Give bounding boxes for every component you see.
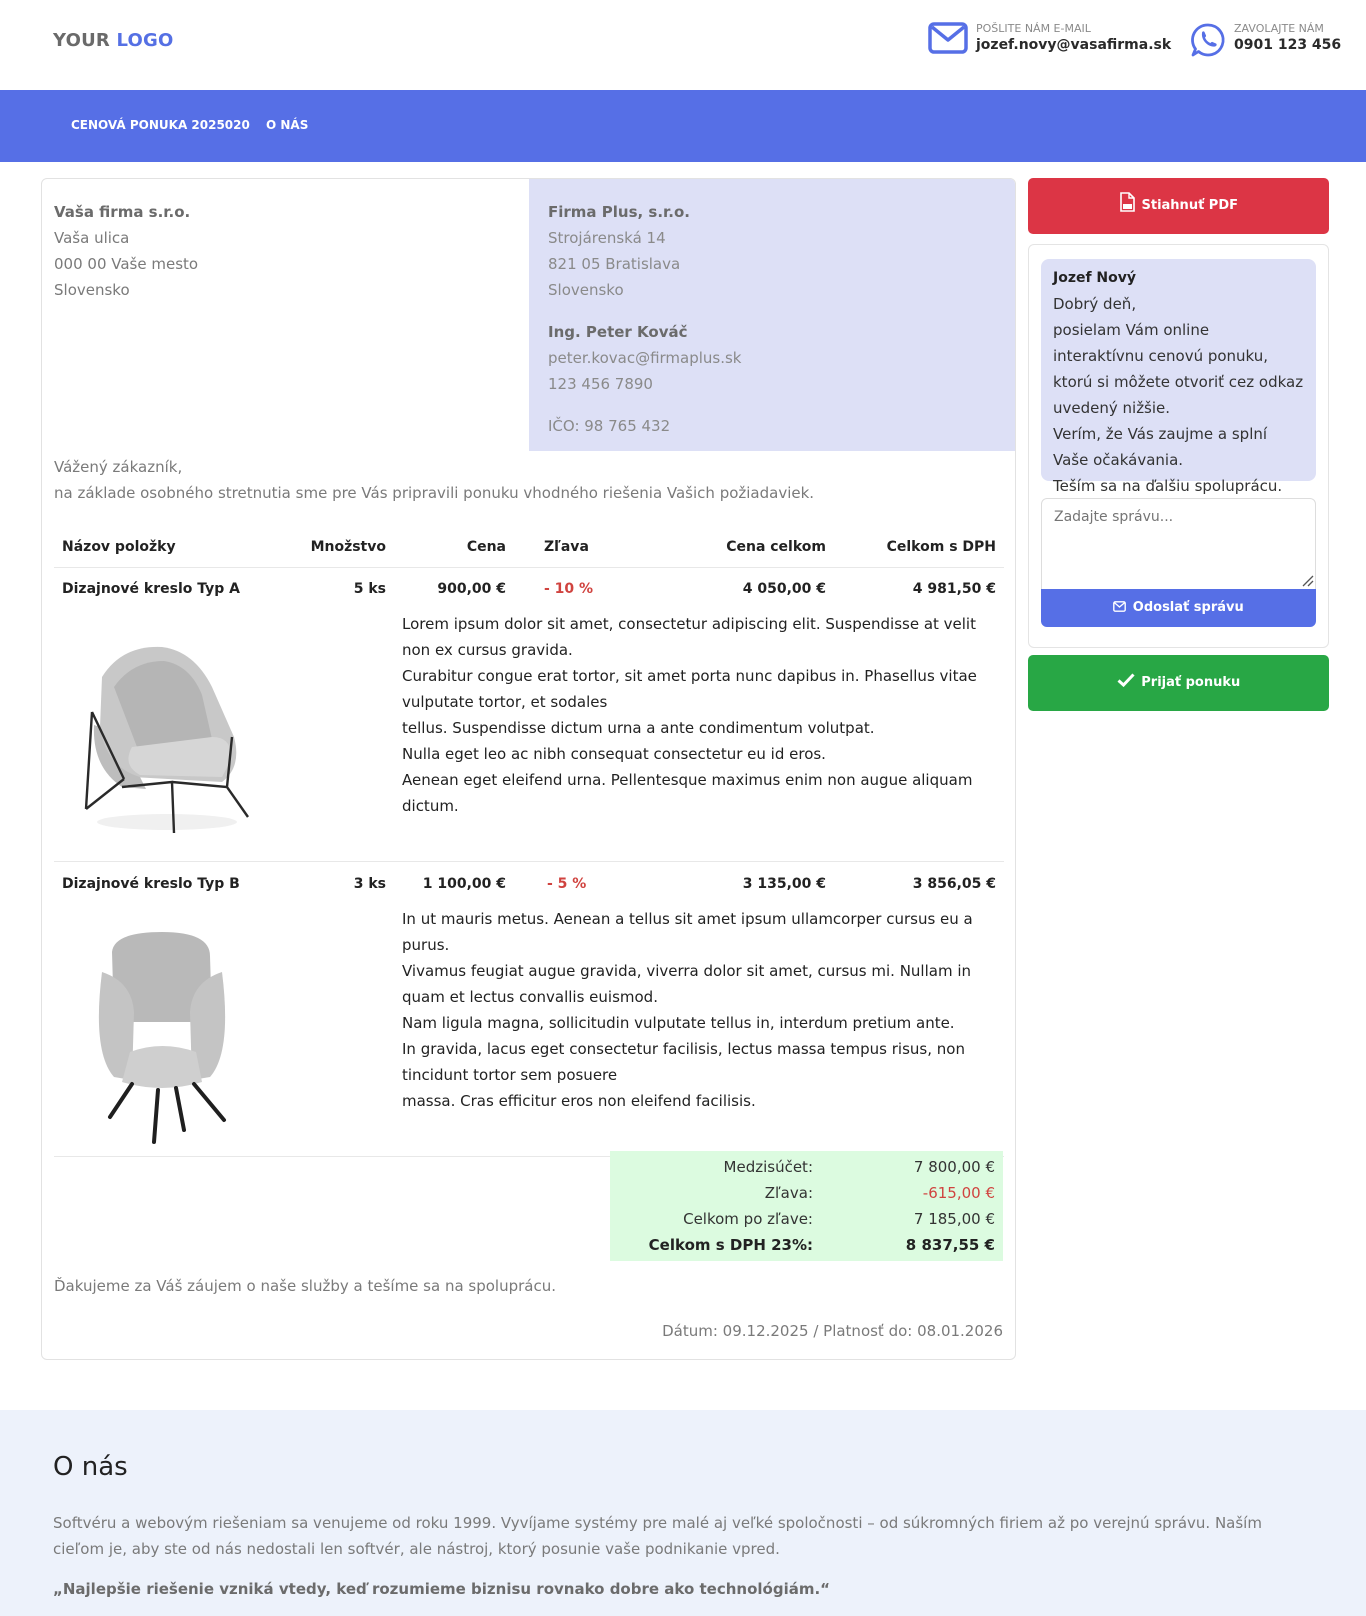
- item-desc-line: Vivamus feugiat augue gravida, viverra dolor sit amet, cursus mi. Nullam in quam et lectus convallis euismod.: [402, 961, 972, 1006]
- validity-date: Dátum: 09.12.2025 / Platnosť do: 08.01.2026: [662, 1322, 1003, 1340]
- after-discount-value: 7 185,00 €: [913, 1210, 995, 1228]
- table-row: [54, 567, 1004, 611]
- item-description: [394, 906, 1004, 1157]
- item-desc-line: Lorem ipsum dolor sit amet, consectetur adipiscing elit. Suspendisse at velit non ex cursus gravida.: [402, 615, 976, 659]
- item-total: 3 135,00 €: [742, 875, 826, 892]
- recipient-address: [529, 179, 1016, 451]
- col-header-price: Cena: [394, 527, 514, 567]
- pdf-file-icon: [1119, 192, 1135, 212]
- recipient-ico: IČO: 98 765 432: [548, 417, 671, 435]
- item-desc-line: tellus. Suspendisse dictum urna a ante condimentum volutpat.: [402, 719, 875, 737]
- send-message-button[interactable]: [1041, 589, 1316, 627]
- sender-street: Vaša ulica: [54, 229, 130, 247]
- greeting-line-1: Vážený zákazník,: [54, 458, 183, 476]
- mail-icon: [1113, 601, 1126, 612]
- sender-country: Slovensko: [54, 281, 130, 299]
- phone-label: ZAVOLAJTE NÁM: [1234, 22, 1324, 35]
- chat-line: Verím, že Vás zaujme a splní Vaše očakávania.: [1053, 425, 1268, 469]
- item-price: 900,00 €: [437, 581, 506, 598]
- recipient-contact-phone: 123 456 7890: [548, 375, 653, 393]
- sender-city: 000 00 Vaše mesto: [54, 255, 199, 273]
- about-quote: „Najlepšie riešenie vzniká vtedy, keď rozumieme biznisu rovnako dobre ako technológiám.“: [53, 1580, 831, 1598]
- chat-message: [1041, 259, 1316, 495]
- greeting-line-2: na základe osobného stretnutia sme pre Vás pripravili ponuku vhodného riešenia Vašich požiadaviek.: [54, 484, 815, 502]
- col-header-total-vat: Celkom s DPH: [834, 527, 1004, 567]
- item-desc-line: Nulla eget leo ac nibh consequat consectetur eu id eros.: [402, 745, 826, 763]
- site-header: [0, 0, 1366, 90]
- recipient-city: 821 05 Bratislava: [548, 255, 681, 273]
- totals-box: [610, 1151, 1003, 1261]
- main-nav: [0, 90, 1366, 162]
- col-header-total: Cena celkom: [624, 527, 834, 567]
- items-table: [54, 527, 1004, 1157]
- item-name: Dizajnové kreslo Typ A: [62, 581, 240, 598]
- logo-text-logo: LOGO: [116, 30, 174, 51]
- vat-total-value: 8 837,55 €: [905, 1236, 995, 1254]
- item-qty: 5 ks: [353, 581, 386, 598]
- vat-total-row: [610, 1232, 995, 1258]
- table-row: [54, 862, 1004, 906]
- download-pdf-label: Stiahnuť PDF: [1141, 198, 1239, 213]
- download-pdf-button[interactable]: [1028, 178, 1329, 234]
- discount-row: [610, 1180, 995, 1206]
- item-total-vat: 4 981,50 €: [912, 581, 996, 598]
- chat-line: Teším sa na ďalšiu spoluprácu.: [1053, 477, 1283, 495]
- recipient-country: Slovensko: [548, 281, 624, 299]
- about-section: [0, 1410, 1366, 1616]
- whatsapp-icon: [1190, 22, 1226, 58]
- item-qty: 3 ks: [353, 875, 386, 892]
- phone-contact[interactable]: [1190, 20, 1340, 60]
- logo-text-your: YOUR: [53, 30, 110, 51]
- item-desc-line: Curabitur congue erat tortor, sit amet porta nunc dapibus in. Phasellus vitae vulputate tortor, et sodales: [402, 667, 977, 711]
- table-header-row: [54, 527, 1004, 567]
- col-header-name: Názov položky: [54, 527, 284, 567]
- chat-author: Jozef Nový: [1053, 270, 1137, 286]
- email-address[interactable]: jozef.novy@vasafirma.sk: [976, 37, 1172, 53]
- vat-total-label: Celkom s DPH 23%:: [648, 1236, 813, 1254]
- item-discount: - 10 %: [544, 581, 594, 598]
- discount-label: Zľava:: [764, 1184, 813, 1202]
- envelope-icon: [928, 22, 968, 54]
- col-header-discount: Zľava: [514, 527, 624, 567]
- chat-line: posielam Vám online interaktívnu cenovú ponuku, ktorú si môžete otvoriť cez odkaz uvedený nižšie.: [1053, 321, 1304, 417]
- col-header-qty: Množstvo: [284, 527, 394, 567]
- recipient-street: Strojárenská 14: [548, 229, 666, 247]
- item-detail-row: [54, 906, 1004, 1157]
- thank-you-note: Ďakujeme za Váš záujem o naše služby a tešíme sa na spoluprácu.: [54, 1277, 557, 1295]
- resize-grip-icon[interactable]: [1300, 573, 1314, 587]
- item-detail-row: [54, 611, 1004, 862]
- subtotal-label: Medzisúčet:: [723, 1158, 813, 1176]
- about-title: O nás: [53, 1452, 128, 1482]
- message-input[interactable]: [1041, 498, 1316, 590]
- item-price: 1 100,00 €: [422, 875, 506, 892]
- email-label: POŠLITE NÁM E-MAIL: [976, 22, 1091, 35]
- accept-offer-button[interactable]: [1028, 655, 1329, 711]
- discount-value: -615,00 €: [922, 1184, 995, 1202]
- armchair-b-image: [62, 912, 262, 1152]
- item-desc-line: massa. Cras efficitur eros non eleifend facilisis.: [402, 1091, 756, 1110]
- greeting: [54, 454, 814, 506]
- item-name: Dizajnové kreslo Typ B: [62, 875, 240, 892]
- item-desc-line: In ut mauris metus. Aenean a tellus sit amet ipsum ullamcorper cursus eu a purus.: [402, 909, 973, 954]
- check-icon: [1117, 673, 1135, 687]
- nav-item-about[interactable]: O NÁS: [266, 118, 309, 132]
- about-text: Softvéru a webovým riešeniam sa venujeme od roku 1999. Vyvíjame systémy pre malé aj veľké spoločnosti – od súkromných firiem až po verejnú správu. Naším cieľom je, aby ste od nás nedostali len softvér, ale nástroj, ktorý posunie vaše podnikanie vpred.: [53, 1514, 1262, 1558]
- item-discount: - 5 %: [547, 875, 587, 892]
- nav-item-offer[interactable]: CENOVÁ PONUKA 2025020: [71, 118, 250, 132]
- item-total: 4 050,00 €: [742, 581, 826, 598]
- recipient-contact-email[interactable]: peter.kovac@firmaplus.sk: [548, 349, 742, 367]
- after-discount-label: Celkom po zľave:: [683, 1210, 813, 1228]
- chat-panel: [1028, 244, 1329, 648]
- email-contact[interactable]: [928, 20, 1172, 60]
- phone-number[interactable]: 0901 123 456: [1234, 37, 1342, 53]
- armchair-a-image: [62, 617, 262, 857]
- item-description: [394, 611, 1004, 862]
- item-desc-line: Aenean eget eleifend urna. Pellentesque maximus enim non augue aliquam dictum.: [402, 771, 973, 815]
- subtotal-row: [610, 1154, 995, 1180]
- send-message-label: Odoslať správu: [1132, 600, 1244, 615]
- offer-card: [41, 178, 1016, 1360]
- item-desc-line: In gravida, lacus eget consectetur facilisis, lectus massa tempus risus, non tincidunt tortor sem posuere: [402, 1039, 965, 1084]
- accept-offer-label: Prijať ponuku: [1141, 675, 1241, 690]
- item-desc-line: Nam ligula magna, sollicitudin vulputate tellus in, interdum pretium ante.: [402, 1013, 955, 1032]
- after-discount-row: [610, 1206, 995, 1232]
- recipient-contact-name: Ing. Peter Kováč: [548, 323, 688, 341]
- chat-line: Dobrý deň,: [1053, 295, 1137, 313]
- sender-name: Vaša firma s.r.o.: [54, 203, 191, 221]
- recipient-name: Firma Plus, s.r.o.: [548, 203, 691, 221]
- item-total-vat: 3 856,05 €: [912, 875, 996, 892]
- logo[interactable]: [53, 30, 173, 51]
- subtotal-value: 7 800,00 €: [913, 1158, 995, 1176]
- sender-address: [54, 199, 198, 303]
